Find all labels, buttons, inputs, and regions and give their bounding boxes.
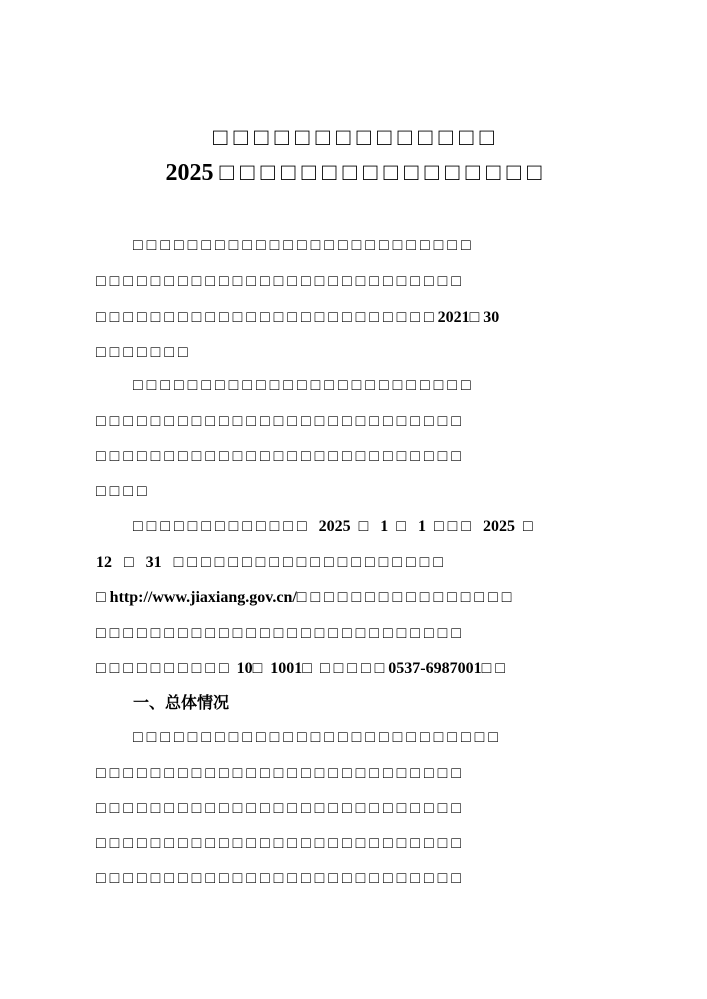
paragraph-1-line-2: □ □ □ □ □ □ □ □ □ □ □ □ □ □ □ □ □ □ □ □ □ □ □ □ □ □ □ [96,273,461,290]
paragraph-2-line-1: □ □ □ □ □ □ □ □ □ □ □ □ □ □ □ □ □ □ □ □ □ □ □ □ □ [133,377,471,394]
paragraph-2-line-4: □ □ □ □ [96,483,147,500]
paragraph-2-line-3: □ □ □ □ □ □ □ □ □ □ □ □ □ □ □ □ □ □ □ □ □ □ □ □ □ □ □ [96,448,461,465]
section-paragraph-line-5: □ □ □ □ □ □ □ □ □ □ □ □ □ □ □ □ □ □ □ □ □ □ □ □ □ □ □ [96,870,461,887]
paragraph-1-line-1: □ □ □ □ □ □ □ □ □ □ □ □ □ □ □ □ □ □ □ □ □ □ □ □ □ [133,237,471,254]
paragraph-3-line-3: □ http://www.jiaxiang.gov.cn/□ □ □ □ □ □ □ □ □ □ □ □ □ □ □ □ [96,589,512,606]
paragraph-3-line-2: 12 □ 31 □ □ □ □ □ □ □ □ □ □ □ □ □ □ □ □ □ □ □ □ [96,554,443,571]
section-paragraph-line-1: □ □ □ □ □ □ □ □ □ □ □ □ □ □ □ □ □ □ □ □ □ □ □ □ □ □ □ [133,729,498,746]
paragraph-1-line-3: □ □ □ □ □ □ □ □ □ □ □ □ □ □ □ □ □ □ □ □ □ □ □ □ □ 2021□ 30 [96,309,500,326]
document-title-line-1: □ □ □ □ □ □ □ □ □ □ □ □ □ □ [213,125,494,151]
paragraph-1-line-4: □ □ □ □ □ □ □ [96,344,188,361]
section-heading: 一、总体情况 [133,693,230,712]
section-paragraph-line-2: □ □ □ □ □ □ □ □ □ □ □ □ □ □ □ □ □ □ □ □ □ □ □ □ □ □ □ [96,765,461,782]
paragraph-3-line-5: □ □ □ □ □ □ □ □ □ □ 10□ 1001□ □ □ □ □ □ 0537-6987001□ □ [96,660,505,677]
section-paragraph-line-3: □ □ □ □ □ □ □ □ □ □ □ □ □ □ □ □ □ □ □ □ □ □ □ □ □ □ □ [96,800,461,817]
paragraph-3-line-4: □ □ □ □ □ □ □ □ □ □ □ □ □ □ □ □ □ □ □ □ □ □ □ □ □ □ □ [96,625,461,642]
document-title-line-2: 2025 □ □ □ □ □ □ □ □ □ □ □ □ □ □ □ □ [165,160,542,186]
paragraph-2-line-2: □ □ □ □ □ □ □ □ □ □ □ □ □ □ □ □ □ □ □ □ □ □ □ □ □ □ □ [96,413,461,430]
section-paragraph-line-4: □ □ □ □ □ □ □ □ □ □ □ □ □ □ □ □ □ □ □ □ □ □ □ □ □ □ □ [96,835,461,852]
paragraph-3-line-1: □ □ □ □ □ □ □ □ □ □ □ □ □ 2025 □ 1 □ 1 □ □ □ 2025 □ [133,518,533,535]
